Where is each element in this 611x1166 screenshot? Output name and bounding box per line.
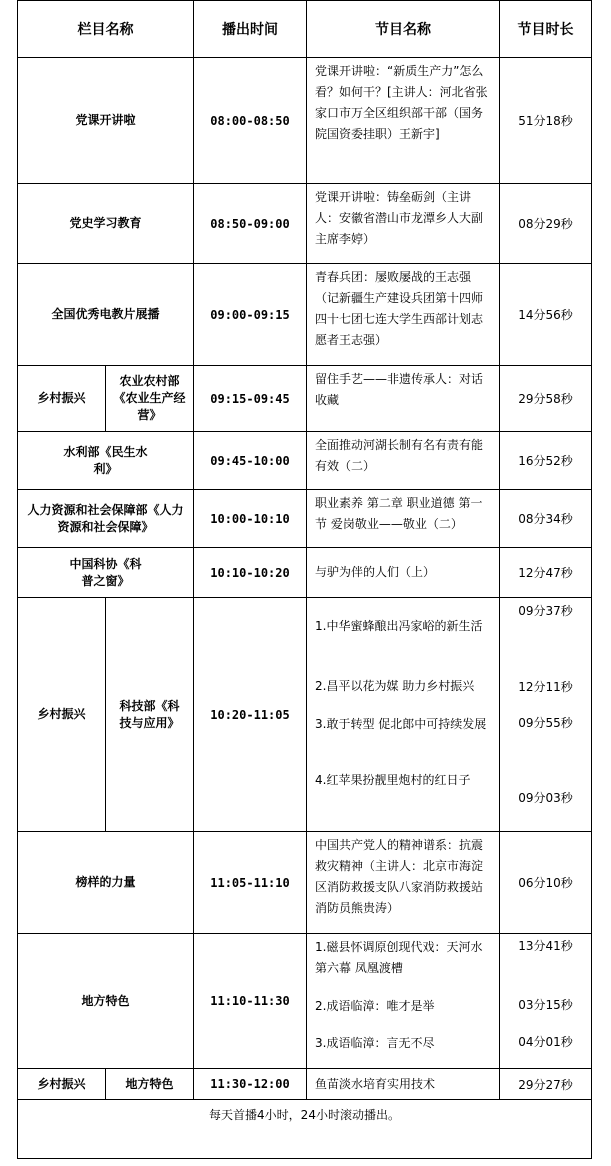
duration: 06分10秒	[500, 832, 592, 934]
duration-list	[500, 598, 592, 832]
table-row	[18, 432, 592, 490]
table-row	[18, 934, 592, 1069]
column-name: 中国科协《科普之窗》	[18, 548, 194, 598]
table-row	[18, 264, 592, 366]
column-name: 榜样的力量	[18, 832, 194, 934]
list-item: 2.昌平以花为媒 助力乡村振兴	[315, 679, 475, 693]
broadcast-time: 10:00-10:10	[194, 490, 307, 548]
broadcast-time: 08:00-08:50	[194, 58, 307, 184]
broadcast-time: 08:50-09:00	[194, 184, 307, 264]
list-item: 3.敢于转型 促北郎中可持续发展	[315, 717, 487, 731]
broadcast-time: 09:45-10:00	[194, 432, 307, 490]
broadcast-time: 10:10-10:20	[194, 548, 307, 598]
duration: 16分52秒	[500, 432, 592, 490]
broadcast-time: 09:00-09:15	[194, 264, 307, 366]
program-name: 党课开讲啦：铸垒砺剑（主讲人：安徽省潜山市龙潭乡人大副主席李婷）	[307, 184, 500, 264]
duration: 08分34秒	[500, 490, 592, 548]
column-name-sub: 科技部《科技与应用》	[106, 598, 194, 832]
duration: 12分11秒	[518, 680, 573, 694]
column-name: 水利部《民生水利》	[18, 432, 194, 490]
column-name-sub: 农业农村部《农业生产经营》	[106, 366, 194, 432]
duration: 03分15秒	[518, 998, 573, 1012]
header-row	[18, 1, 592, 58]
program-list	[307, 598, 500, 832]
column-name: 地方特色	[18, 934, 194, 1069]
program-name: 鱼苗淡水培育实用技术	[307, 1069, 500, 1100]
column-name-main: 乡村振兴	[18, 1069, 106, 1100]
table-row	[18, 1069, 592, 1100]
list-item: 4.红苹果扮靓里炮村的红日子	[315, 773, 471, 787]
program-name: 留住手艺——非遗传承人：对话收藏	[307, 366, 500, 432]
column-name: 全国优秀电教片展播	[18, 264, 194, 366]
table-row	[18, 490, 592, 548]
table-row	[18, 58, 592, 184]
duration: 09分55秒	[518, 716, 573, 730]
program-name: 中国共产党人的精神谱系：抗震救灾精神（主讲人：北京市海淀区消防救援支队八家消防救援站消防员熊贵涛）	[307, 832, 500, 934]
header-duration: 节目时长	[500, 1, 592, 58]
broadcast-time: 11:05-11:10	[194, 832, 307, 934]
program-name: 党课开讲啦：“新质生产力”怎么看？如何干？[主讲人：河北省张家口市万全区组织部干部（国务院国资委挂职）王新宇]	[307, 58, 500, 184]
duration: 09分03秒	[518, 791, 573, 805]
footer-row	[18, 1100, 592, 1159]
column-name-sub: 地方特色	[106, 1069, 194, 1100]
duration: 13分41秒	[518, 939, 573, 953]
duration-list	[500, 934, 592, 1069]
duration: 14分56秒	[500, 264, 592, 366]
header-broadcast-time: 播出时间	[194, 1, 307, 58]
list-item: 2.成语临漳：唯才是举	[315, 999, 435, 1013]
table-row	[18, 832, 592, 934]
program-name: 与驴为伴的人们（上）	[307, 548, 500, 598]
program-name: 青春兵团：屡败屡战的王志强（记新疆生产建设兵团第十四师四十七团七连大学生西部计划志愿者王志强）	[307, 264, 500, 366]
column-name: 人力资源和社会保障部《人力资源和社会保障》	[18, 490, 194, 548]
list-item: 1.中华蜜蜂酿出冯家峪的新生活	[315, 619, 483, 633]
column-name-main: 乡村振兴	[18, 598, 106, 832]
table-row	[18, 598, 592, 832]
duration: 08分29秒	[500, 184, 592, 264]
program-name: 职业素养 第二章 职业道德 第一节 爱岗敬业——敬业（二）	[307, 490, 500, 548]
program-list	[307, 934, 500, 1069]
duration: 29分27秒	[500, 1069, 592, 1100]
broadcast-time: 11:10-11:30	[194, 934, 307, 1069]
broadcast-time: 11:30-12:00	[194, 1069, 307, 1100]
column-name: 党史学习教育	[18, 184, 194, 264]
list-item: 3.成语临漳：言无不尽	[315, 1036, 435, 1050]
list-item: 1.磁县怀调原创现代戏：天河水 第六幕 凤凰渡槽	[315, 940, 483, 975]
duration: 12分47秒	[500, 548, 592, 598]
duration: 04分01秒	[518, 1035, 573, 1049]
duration: 29分58秒	[500, 366, 592, 432]
column-name-main: 乡村振兴	[18, 366, 106, 432]
footer-note: 每天首播4小时，24小时滚动播出。	[18, 1100, 592, 1159]
schedule-table	[17, 0, 592, 1159]
table-row	[18, 366, 592, 432]
table-row	[18, 548, 592, 598]
program-name: 全面推动河湖长制有名有责有能有效（二）	[307, 432, 500, 490]
broadcast-time: 10:20-11:05	[194, 598, 307, 832]
broadcast-time: 09:15-09:45	[194, 366, 307, 432]
table-row	[18, 184, 592, 264]
duration: 51分18秒	[500, 58, 592, 184]
header-column-name: 栏目名称	[18, 1, 194, 58]
duration: 09分37秒	[518, 604, 573, 618]
header-program-name: 节目名称	[307, 1, 500, 58]
column-name: 党课开讲啦	[18, 58, 194, 184]
